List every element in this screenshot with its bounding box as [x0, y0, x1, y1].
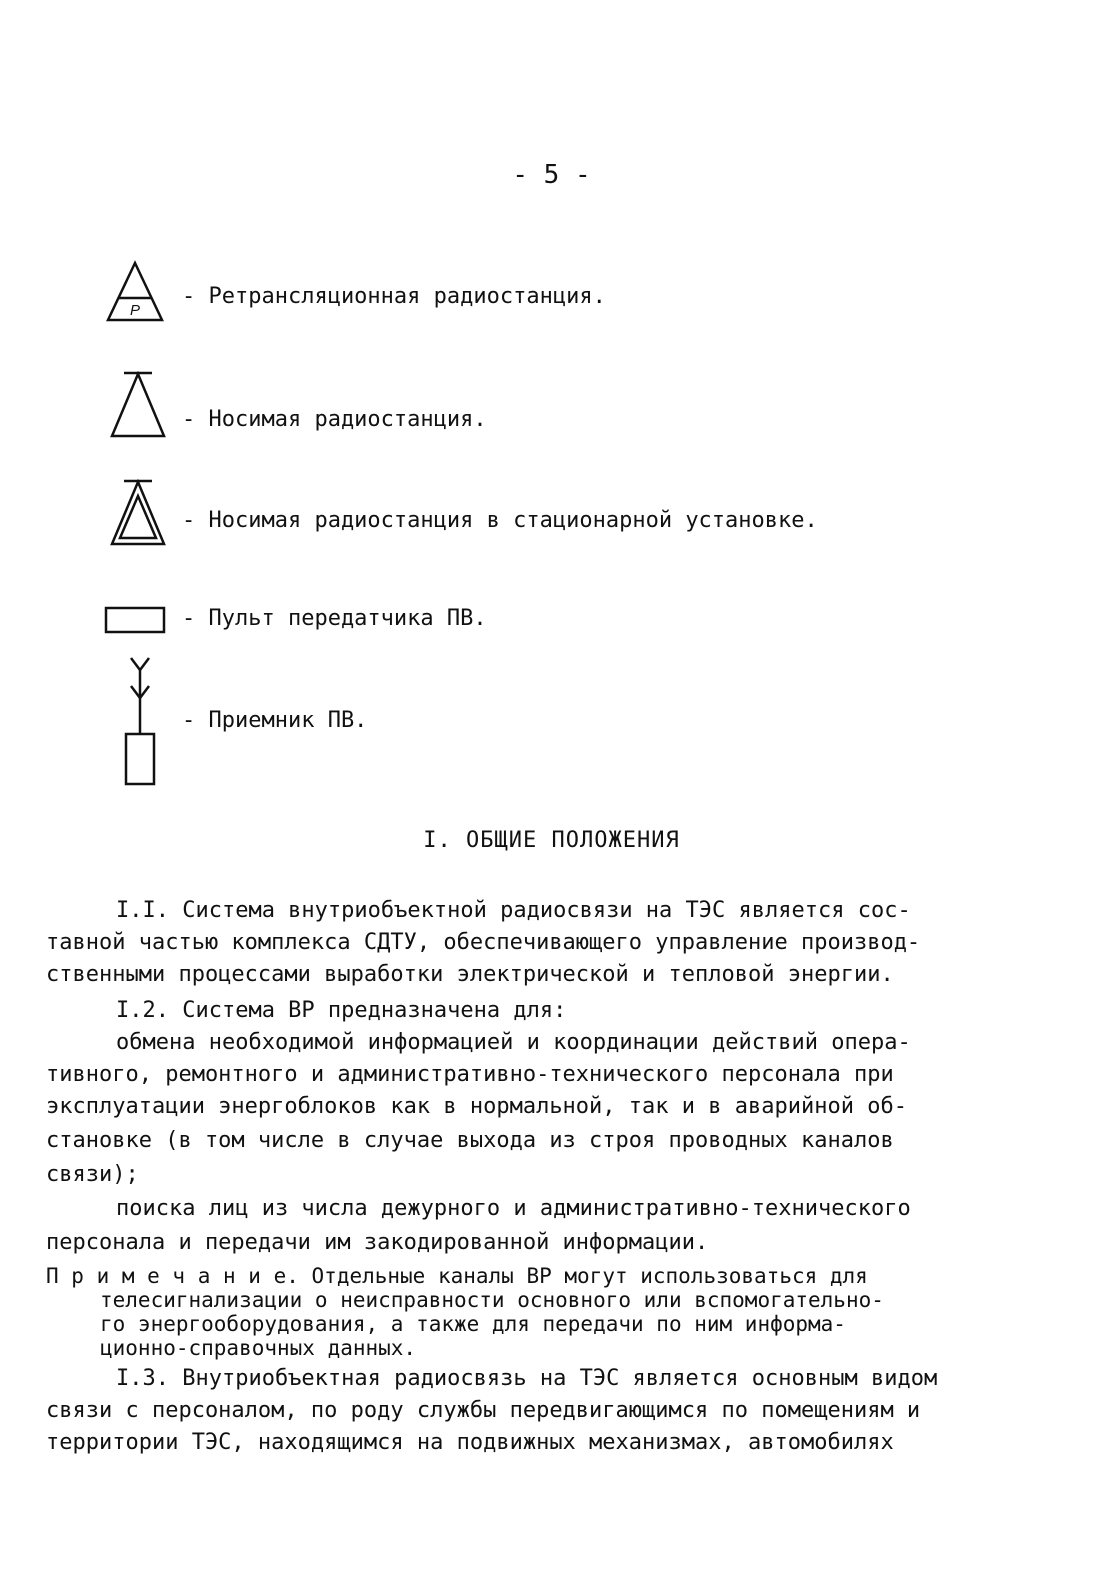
note-line: го энергооборудования, а также для передачи по ним информа- [100, 1312, 846, 1336]
transmitter-console-icon [100, 600, 170, 640]
legend-text: - Приемник ПВ. [182, 708, 368, 733]
legend-text: - Пульт передатчика ПВ. [182, 606, 487, 631]
note-first-line [46, 1264, 868, 1288]
paragraph-line: тивного, ремонтного и административно-технического персонала при [46, 1062, 894, 1087]
relay-radio-station-icon [100, 258, 170, 328]
pager-receiver-icon [100, 654, 170, 794]
relay-symbol-letter: P [129, 302, 141, 319]
legend-text: - Носимая радиостанция. [182, 407, 487, 432]
paragraph-line: связи с персоналом, по роду службы передвигающимся по помещениям и [46, 1398, 921, 1423]
paragraph-line: обмена необходимой информацией и координации действий опера- [116, 1030, 911, 1055]
portable-radio-in-stationary-unit-icon [100, 478, 170, 548]
paragraph-line: I.I. Система внутриобъектной радиосвязи на ТЭС является сос- [116, 898, 911, 923]
legend-text: - Носимая радиостанция в стационарной установке. [182, 508, 818, 533]
paragraph-line: эксплуатации энергоблоков как в нормальной, так и в аварийной об- [46, 1094, 907, 1119]
portable-radio-station-icon [100, 370, 170, 440]
paragraph-line: I.3. Внутриобъектная радиосвязь на ТЭС является основным видом [116, 1366, 938, 1391]
paragraph-line: персонала и передачи им закодированной информации. [46, 1230, 709, 1255]
note-line: ционно-справочных данных. [100, 1336, 417, 1360]
note-line: телесигнализации о неисправности основного или вспомогательно- [100, 1288, 884, 1312]
note-label: П р и м е ч а н и е. [46, 1264, 299, 1288]
section-heading: I. ОБЩИЕ ПОЛОЖЕНИЯ [423, 828, 680, 853]
paragraph-line: ственными процессами выработки электрической и тепловой энергии. [46, 962, 894, 987]
paragraph-line: становке (в том числе в случае выхода из строя проводных каналов [46, 1128, 894, 1153]
paragraph-line: тавной частью комплекса СДТУ, обеспечивающего управление производ- [46, 930, 921, 955]
paragraph-line: территории ТЭС, находящимся на подвижных механизмах, автомобилях [46, 1430, 894, 1455]
legend-text: - Ретрансляционная радиостанция. [182, 284, 606, 309]
paragraph-line: поиска лиц из числа дежурного и административно-технического [116, 1196, 911, 1221]
paragraph-line: I.2. Система ВР предназначена для: [116, 998, 567, 1023]
note-line: Отдельные каналы ВР могут использоваться для [311, 1264, 868, 1288]
page-number: - 5 - [512, 160, 591, 190]
paragraph-line: связи); [46, 1162, 139, 1187]
